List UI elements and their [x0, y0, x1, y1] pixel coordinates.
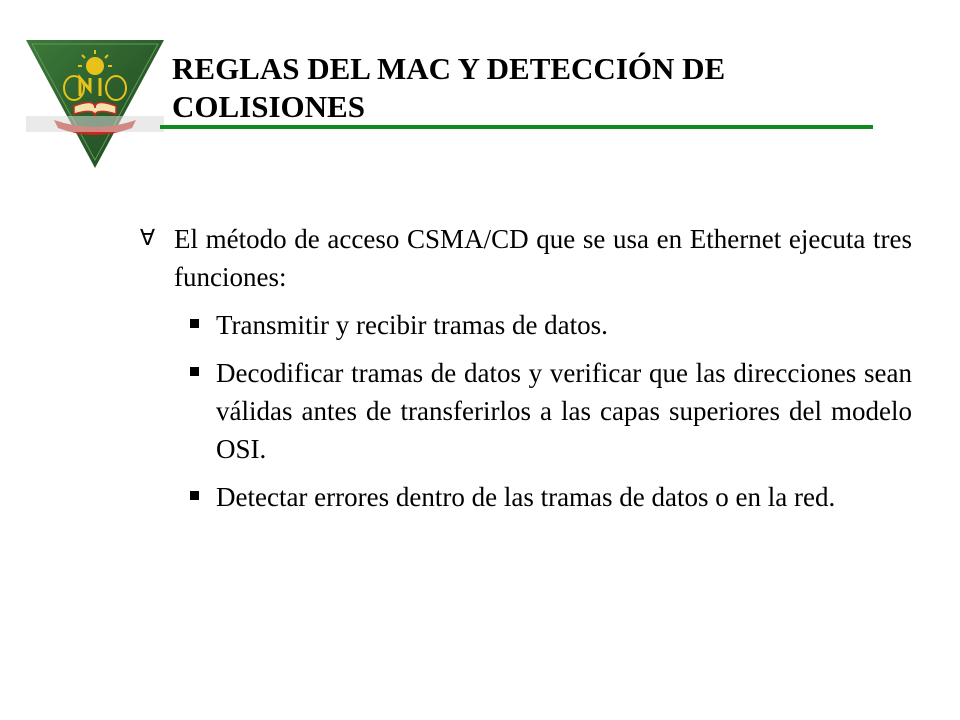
square-bullet-icon: [190, 491, 199, 500]
title-underline: [160, 125, 873, 129]
bullet-marker: ∀: [140, 226, 156, 251]
bullet-text: El método de acceso CSMA/CD que se usa en Ethernet ejecuta tres funciones:: [174, 224, 912, 292]
bullet-list: [140, 220, 912, 516]
slide-title: [172, 50, 872, 126]
sub-bullet: [140, 306, 912, 344]
university-crest-icon: [24, 38, 166, 170]
sub-bullet-text: Decodificar tramas de datos y verificar que las direcciones sean válidas antes de transferirlos a las capas superiores del modelo OSI.: [216, 358, 912, 464]
square-bullet-icon: [190, 319, 199, 328]
title-line-1: REGLAS DEL MAC Y DETECCIÓN DE: [172, 51, 726, 86]
sub-bullet: [140, 354, 912, 468]
sub-bullet-text: Transmitir y recibir tramas de datos.: [216, 310, 608, 340]
bullet-level1: [140, 220, 912, 296]
sub-bullet: [140, 478, 912, 516]
title-line-2: COLISIONES: [172, 89, 365, 124]
square-bullet-icon: [190, 367, 199, 376]
sub-bullet-text: Detectar errores dentro de las tramas de datos o en la red.: [216, 482, 836, 512]
